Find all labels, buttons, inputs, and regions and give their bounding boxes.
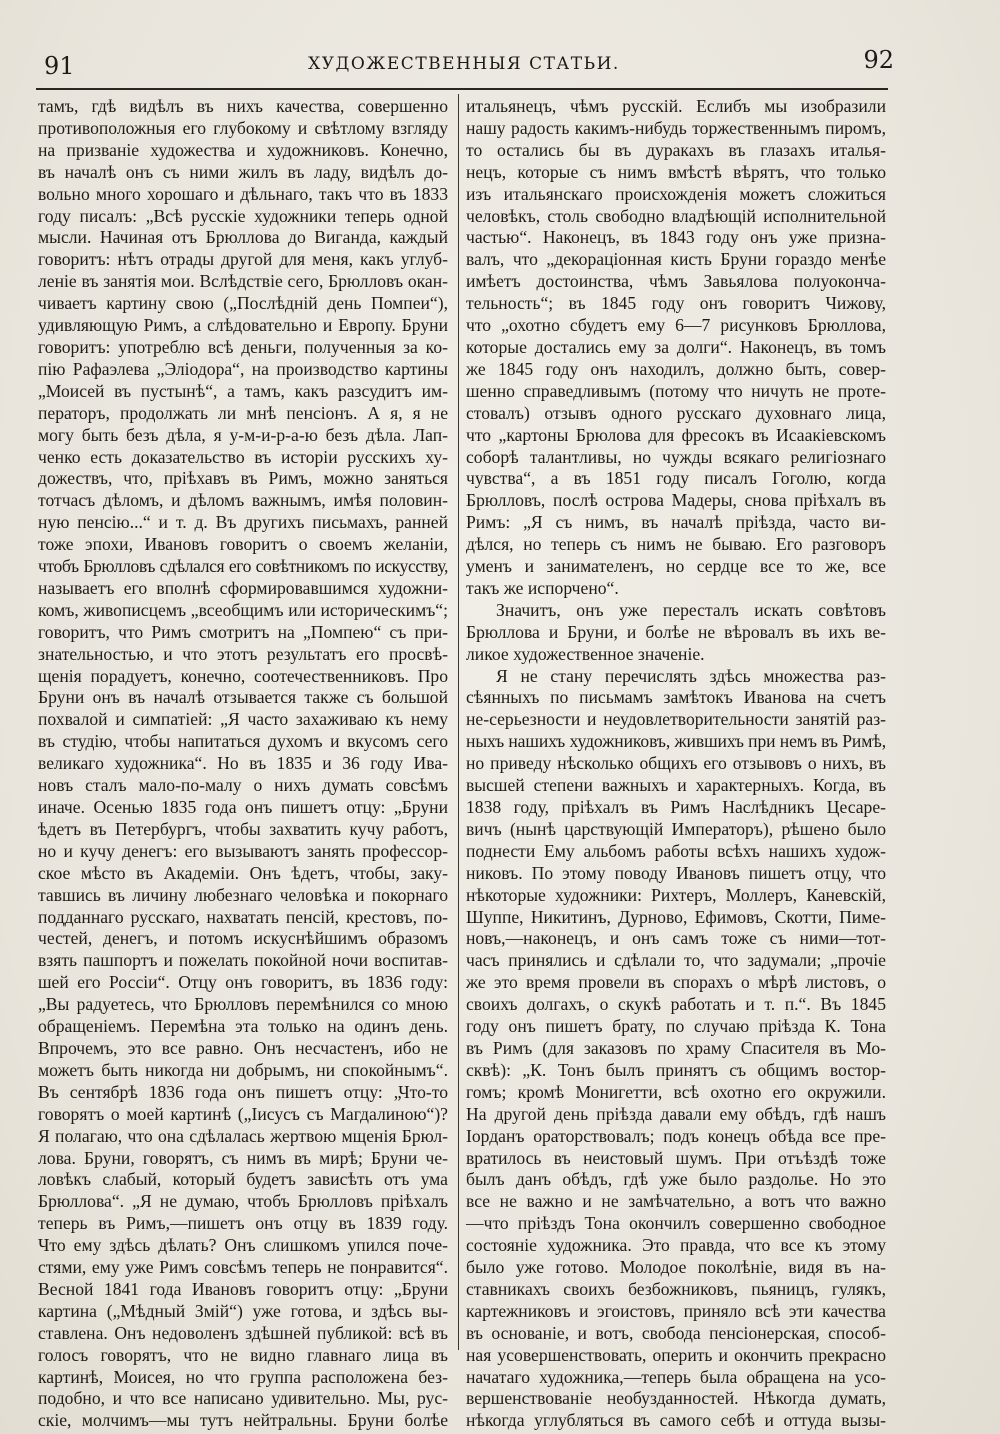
- text-line: поднести Ему альбомъ работы всѣхъ нашихъ худож-: [466, 840, 886, 861]
- text-line: могу быть безъ дѣла, я у-м-и-р-а-ю безъ дѣла. Лап-: [38, 424, 448, 445]
- text-line: картинѣ, Моисея, но что группа расположена без-: [38, 1366, 448, 1387]
- page-number-right: 92: [863, 46, 894, 74]
- text-line: но и кучу денегъ: его вызываютъ занять профессор-: [38, 840, 448, 861]
- text-line: состояніе художника. Это правда, что все къ этому: [466, 1235, 886, 1256]
- text-line: но приведу нѣсколько общихъ его отзывовъ о нихъ, въ: [466, 753, 886, 774]
- text-line: въ студію, чтобы напитаться духомъ и вкусомъ сего: [38, 731, 448, 752]
- text-line: Бруни онъ въ началѣ отзывается также съ большой: [38, 687, 448, 708]
- text-line: которые достались ему за долги“. Наконецъ, въ томъ: [466, 336, 886, 357]
- text-line: гомъ; кромѣ Монигетти, всѣ охотно его окружили.: [466, 1081, 886, 1102]
- text-line: никовъ. По этому поводу Ивановъ пишетъ отцу, что: [466, 862, 886, 883]
- text-line: году писалъ: „Всѣ русскіе художники теперь одной: [38, 205, 448, 226]
- text-line: вершенствованіе необузданностей. Нѣкогда думать,: [466, 1388, 886, 1409]
- text-line: нѣкогда углубляться въ самого себѣ и оттуда вызы-: [466, 1410, 886, 1431]
- text-line: подданнаго русскаго, нахватать пенсій, крестовъ, по-: [38, 906, 448, 927]
- text-line: говорятъ о моей картинѣ („Іисусъ съ Магдалиною“)?: [38, 1103, 448, 1124]
- text-line: щенія порадуетъ, конечно, соотечественниковъ. Про: [38, 665, 448, 686]
- text-line: нецъ, которые съ нимъ вмѣстѣ вѣрятъ, что только: [466, 161, 886, 182]
- text-line: Значитъ, онъ уже пересталъ искать совѣтовъ: [496, 599, 886, 620]
- text-line: говоритъ: употреблю всѣ деньги, полученныя за ко-: [38, 336, 448, 357]
- text-line: своихъ долгахъ, о скукѣ работать и т. п.“. Въ 1845: [466, 994, 886, 1015]
- text-line: называетъ его вполнѣ сформировавшимся художни-: [38, 577, 448, 598]
- text-line: ная усовершенствовать, оперить и окончить прекрасно: [466, 1344, 886, 1365]
- text-line: стями, ему уже Римъ совсѣмъ теперь не понравится“.: [38, 1257, 448, 1278]
- text-line: ловѣкъ слабый, который будетъ зависѣть отъ ума: [38, 1169, 448, 1190]
- text-line: говоритъ, что Римъ смотритъ на „Помпею“ съ при-: [38, 621, 448, 642]
- right-column: [466, 96, 886, 1431]
- text-line: голосъ говорятъ, что не видно главнаго лица въ: [38, 1344, 448, 1365]
- text-line: ченко есть доказательство въ исторіи русскихъ ху-: [38, 446, 448, 467]
- text-line: новъ,—наконецъ, и онъ самъ тоже съ ними—тот-: [466, 928, 886, 949]
- text-line: уменъ и занимателенъ, но сердце все то же, все: [466, 556, 886, 577]
- text-line: тотчасъ дѣломъ, и дѣломъ важнымъ, имѣя половин-: [38, 490, 448, 511]
- text-line: что „картоны Брюлова для фресокъ въ Исаакіевскомъ: [466, 424, 886, 445]
- text-line: Что ему здѣсь дѣлать? Онъ слишкомъ упился поче-: [38, 1235, 448, 1256]
- text-line: мысли. Начиная отъ Брюллова до Виганда, каждый: [38, 227, 448, 248]
- text-line: похвалой и симпатіей: „Я часто захаживаю къ нему: [38, 709, 448, 730]
- header-rule: [36, 88, 888, 90]
- text-line: Римъ: „Я съ нимъ, въ началѣ пріѣзда, часто ви-: [466, 512, 886, 533]
- left-column: [38, 96, 448, 1431]
- text-line: нашу радость какимъ-нибудь торжественнымъ пиромъ,: [466, 117, 886, 138]
- text-line: частью“. Наконецъ, въ 1843 году онъ уже призна-: [466, 227, 886, 248]
- text-line: году онъ пишетъ брату, по случаю пріѣзда К. Тона: [466, 1016, 886, 1037]
- text-line: говоритъ: нѣтъ отрады другой для меня, какъ углуб-: [38, 249, 448, 270]
- text-line: скіе, молчимъ—мы тутъ нейтральны. Бруни болѣе: [38, 1410, 448, 1431]
- text-line: Весной 1841 года Ивановъ говоритъ отцу: „Бруни: [38, 1278, 448, 1299]
- text-line: шей его Россіи“. Отцу онъ говоритъ, въ 1836 году:: [38, 972, 448, 993]
- text-line: что „охотно сбудетъ ему 6—7 рисунковъ Брюллова,: [466, 315, 886, 336]
- text-line: дожествъ, что, пріѣхавъ въ Римъ, можно заняться: [38, 468, 448, 489]
- text-line: стовалъ) отзывъ одного русскаго духовнаго лица,: [466, 402, 886, 423]
- text-line: былъ данъ обѣдъ, гдѣ уже было раздолье. Но это: [466, 1169, 886, 1190]
- text-line: пію Рафаэлева „Элiодора“, на производство картины: [38, 358, 448, 379]
- text-line: Въ сентябрѣ 1836 года онъ пишетъ отцу: „Что-то: [38, 1081, 448, 1102]
- text-line: ныхъ нашихъ художниковъ, жившихъ при немъ въ Римѣ,: [466, 731, 886, 752]
- text-line: картежниковъ и эгоистовъ, приняло всѣ эти качества: [466, 1300, 886, 1321]
- text-line: новъ сталъ мало-по-малу о нихъ думать совсѣмъ: [38, 775, 448, 796]
- text-line: имѣетъ достоинства, чѣмъ Завьялова полуоконча-: [466, 271, 886, 292]
- text-line: нѣкоторые художники: Рихтеръ, Моллеръ, Каневскій,: [466, 884, 886, 905]
- text-line: великаго художника“. Но въ 1835 и 36 году Ива-: [38, 753, 448, 774]
- text-line: чтобъ Брюлловъ сдѣлался его совѣтникомъ по искусству,: [38, 556, 448, 577]
- text-line: было уже готово. Молодое поколѣніе, видя въ на-: [466, 1257, 886, 1278]
- text-line: иначе. Осенью 1835 года онъ пишетъ отцу: „Бруни: [38, 797, 448, 817]
- text-line: взять пашпортъ и пожелать покойной ночи воспитав-: [38, 950, 448, 971]
- text-line: тельность“; въ 1845 году онъ говоритъ Чижову,: [466, 293, 886, 314]
- text-line: все не важно и не замѣчательно, а вотъ что важно: [466, 1191, 886, 1212]
- text-line: подобно, и что все написано удивительно. Мы, рус-: [38, 1388, 448, 1409]
- text-line: честей, денегъ, и потомъ искуснѣйшимъ образомъ: [38, 928, 448, 949]
- text-line: можетъ быть никогда ни добрымъ, ни спокойнымъ“.: [38, 1059, 448, 1080]
- text-line: вичъ (нынѣ царствующій Императоръ), рѣшено было: [466, 818, 886, 839]
- text-line: —что пріѣздъ Тона окончилъ совершенно свободное: [466, 1213, 886, 1234]
- text-line: валъ, что „декораціонная кисть Бруни гораздо менѣе: [466, 249, 886, 270]
- text-line: Брюллова“. „Я не думаю, чтобъ Брюлловъ пріѣхалъ: [38, 1191, 448, 1212]
- text-line: часъ принялись и сдѣлали то, что задумали; „прочіе: [466, 950, 886, 971]
- text-line: ную пенсію...“ и т. д. Въ другихъ письмахъ, ранней: [38, 512, 448, 533]
- text-line: картина („Мѣдный Змій“) уже готова, и здѣсь вы-: [38, 1300, 448, 1321]
- text-line: удивляющую Римъ, а слѣдовательно и Европу. Бруни: [38, 315, 448, 336]
- text-line: тоже эпохи, Ивановъ говоритъ о своемъ желаніи,: [38, 534, 448, 555]
- text-line: начатаго художника,—теперь была обращена на усо-: [466, 1366, 886, 1387]
- column-divider: [458, 94, 459, 1350]
- text-line: тамъ, гдѣ видѣлъ въ нихъ качества, совершенно: [38, 96, 448, 116]
- text-line: „Вы радуетесь, что Брюлловъ перемѣнился со мною: [38, 994, 448, 1015]
- text-line: тавшись въ личину любезнаго человѣка и покорнаго: [38, 884, 448, 905]
- text-line: въ началѣ онъ съ ними жилъ въ ладу, видѣлъ до-: [38, 161, 448, 182]
- text-line: Я полагаю, что она сдѣлалась жертвою мщенія Брюл-: [38, 1125, 448, 1146]
- text-line: изъ итальянскаго происхожденія можетъ сложиться: [466, 183, 886, 204]
- text-line: комъ, живописцемъ „всеобщимъ или историческимъ“;: [38, 599, 448, 620]
- text-line: высшей степени важныхъ и характерныхъ. Когда, въ: [466, 775, 886, 796]
- text-line: Брюллова и Бруни, и болѣе не вѣровалъ въ ихъ ве-: [466, 621, 886, 642]
- text-line: на призваніе художества и художниковъ. Конечно,: [38, 139, 448, 160]
- text-line: „Моисей въ пустынѣ“, а тамъ, какъ разсудитъ им-: [38, 380, 448, 401]
- text-line: ѣдетъ въ Петербургъ, чтобы захватить кучу работъ,: [38, 818, 448, 839]
- text-line: ставникахъ своихъ безбожниковъ, пьяницъ, гулякъ,: [466, 1278, 886, 1299]
- running-title: ХУДОЖЕСТВЕННЫЯ СТАТЬИ.: [308, 54, 620, 74]
- text-line: соборѣ талантливы, но чужды всякаго религіознаго: [466, 446, 886, 467]
- text-line: ликое художественное значеніе.: [466, 643, 705, 664]
- text-line: то остались бы въ дуракахъ въ глазахъ италья-: [466, 139, 886, 160]
- text-line: Впрочемъ, это все равно. Онъ несчастенъ, ибо не: [38, 1037, 448, 1058]
- text-line: Іорданъ ораторствовалъ; подъ конецъ обѣда все пре-: [466, 1125, 886, 1146]
- text-line: въ Римъ (для заказовъ по храму Спасителя въ Мо-: [466, 1037, 886, 1058]
- text-line: ское мѣсто въ Академіи. Онъ ѣдетъ, чтобы, заку-: [38, 862, 448, 883]
- text-line: Брюлловъ, послѣ острова Мадеры, снова пріѣхалъ въ: [466, 490, 886, 511]
- text-line: сквѣ): „К. Тонъ былъ принятъ съ общимъ востор-: [466, 1059, 886, 1080]
- text-line: На другой день пріѣзда давали ему обѣдъ, гдѣ нашъ: [466, 1103, 886, 1124]
- text-line: шенно справедливымъ (потому что ничуть не протe-: [466, 380, 886, 401]
- text-line: вольно много хорошаго и дѣльнаго, такъ что въ 1833: [38, 183, 448, 204]
- page-header: [38, 44, 894, 84]
- text-line: противоположныя его глубокому и свѣтлому взгляду: [38, 117, 448, 138]
- text-line: обращеніемъ. Перемѣна эта только на одинъ день.: [38, 1016, 448, 1037]
- text-line: теперь въ Римъ,—пишетъ онъ отцу въ 1839 году.: [38, 1213, 448, 1234]
- text-line: ставлена. Онъ недоволенъ здѣшней публикой: всѣ въ: [38, 1322, 448, 1343]
- text-line: чувства“, а въ 1851 году писалъ Гоголю, когда: [466, 468, 886, 489]
- text-line: итальянецъ, чѣмъ русскій. Еслибъ мы изобразили: [466, 96, 886, 116]
- text-line: дѣлся, но теперь съ нимъ не бываю. Его разговоръ: [466, 534, 886, 555]
- text-line: же 1845 году онъ находилъ, должно быть, совер-: [466, 358, 886, 379]
- text-line: Я не стану перечислять здѣсь множества раз-: [496, 665, 886, 686]
- text-line: не-серьезности и неудовлетворительности занятій раз-: [466, 709, 886, 730]
- text-line: въ основаніе, и вотъ, свобода пенсіонерская, способ-: [466, 1322, 886, 1343]
- text-line: ператоръ, продолжать ли мнѣ пенсіонъ. А я, я не: [38, 402, 448, 423]
- text-line: такъ же испорчено“.: [466, 577, 619, 598]
- text-line: леніе въ занятія мои. Вслѣдствіе сего, Брюлловъ окан-: [38, 271, 448, 292]
- text-line: же это время провели въ спорахъ о мѣрѣ листовъ, о: [466, 972, 886, 993]
- text-line: знательностью, и что этотъ результатъ его просвѣ-: [38, 643, 448, 664]
- text-line: сѣянныхъ по письмамъ замѣтокъ Иванова на счетъ: [466, 687, 886, 708]
- text-line: человѣкъ, столь свободно владѣющій исполнительной: [466, 205, 886, 226]
- text-line: лова. Бруни, говорятъ, съ нимъ въ мирѣ; Бруни че-: [38, 1147, 448, 1168]
- text-line: 1838 году, пріѣхалъ въ Римъ Наслѣдникъ Цесаре-: [466, 797, 886, 817]
- text-line: вратилось въ неистовый шумъ. При отъѣздѣ тоже: [466, 1147, 886, 1168]
- text-line: Шуппе, Никитинъ, Дурново, Ефимовъ, Скотти, Пиме-: [466, 906, 886, 927]
- page-number-left: 91: [44, 52, 75, 80]
- text-line: чиваетъ картину свою („Послѣдній день Помпеи“),: [38, 293, 448, 314]
